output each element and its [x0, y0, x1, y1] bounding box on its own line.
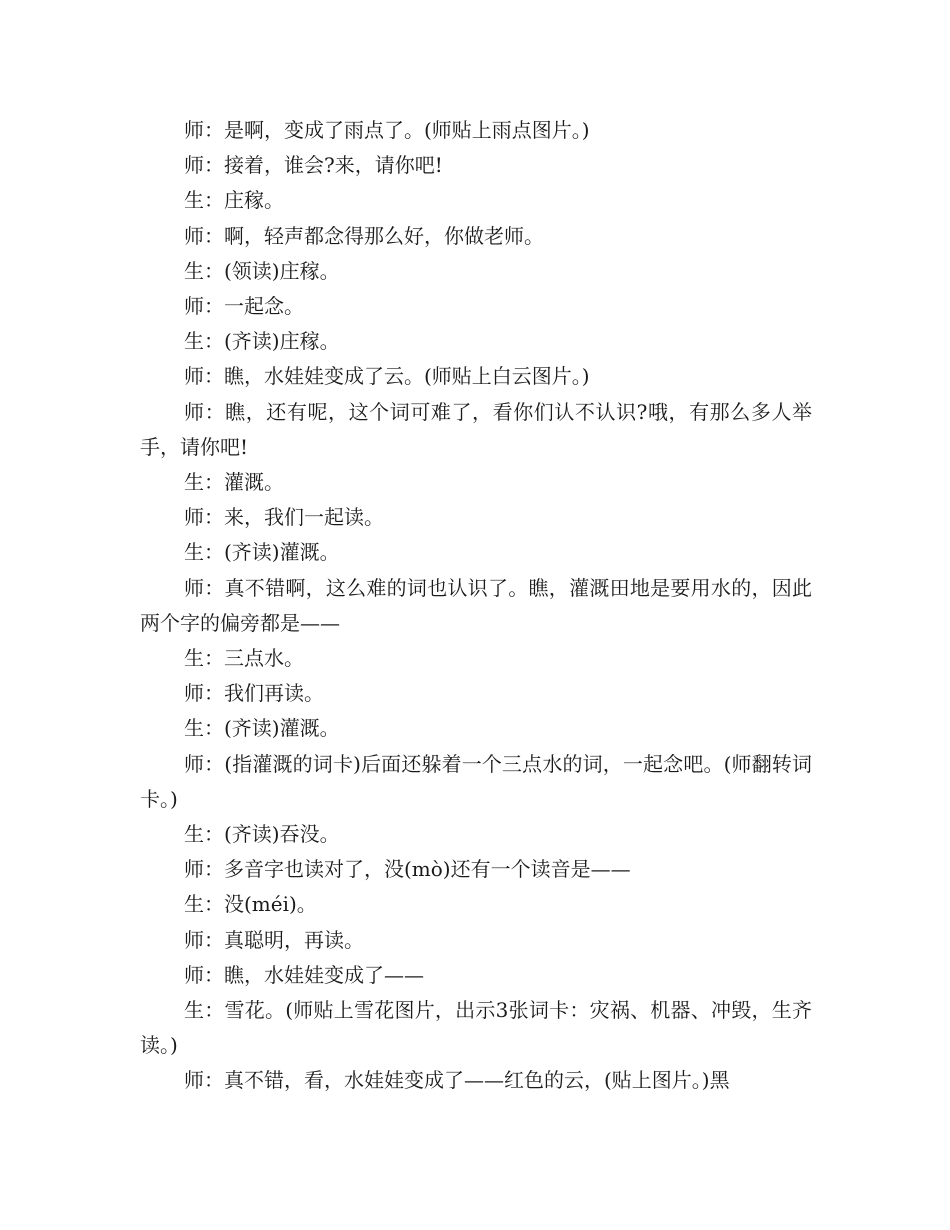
paragraph: 生：(齐读)灌溉。: [184, 540, 340, 565]
document-body: [140, 113, 812, 1099]
paragraph: 师：瞧，水娃娃变成了——: [184, 962, 424, 987]
paragraph: 师：一起念。: [184, 294, 304, 319]
paragraph: 生：没(méi)。: [184, 892, 317, 917]
paragraph: 师：多音字也读对了，没(mò)还有一个读音是——: [184, 857, 631, 882]
paragraph: 师：真不错啊，这么难的词也认识了。瞧，灌溉田地是要用水的，因此两个字的偏旁都是——: [140, 575, 812, 635]
paragraph: 生：灌溉。: [184, 470, 284, 495]
paragraph: 师：瞧，还有呢，这个词可难了，看你们认不认识?哦，有那么多人举手，请你吧!: [140, 399, 812, 459]
paragraph: 师：瞧，水娃娃变成了云。(师贴上白云图片。): [184, 364, 590, 389]
paragraph: 生：庄稼。: [184, 188, 284, 213]
paragraph: 生：(齐读)灌溉。: [184, 716, 340, 741]
paragraph: 生：三点水。: [184, 646, 304, 671]
paragraph: 师：接着，谁会?来，请你吧!: [184, 153, 443, 178]
paragraph: 师：(指灌溉的词卡)后面还躲着一个三点水的词，一起念吧。(师翻转词卡。): [140, 751, 812, 811]
paragraph: 师：啊，轻声都念得那么好，你做老师。: [184, 223, 544, 248]
paragraph: 生：雪花。(师贴上雪花图片，出示3张词卡：灾祸、机器、冲毁，生齐读。): [140, 998, 812, 1058]
paragraph: 师：真聪明，再读。: [184, 927, 364, 952]
paragraph: 生：(齐读)庄稼。: [184, 329, 340, 354]
paragraph: 师：是啊，变成了雨点了。(师贴上雨点图片。): [184, 118, 590, 142]
paragraph: 生：(齐读)吞没。: [184, 822, 340, 847]
paragraph: 师：来，我们一起读。: [184, 505, 384, 530]
paragraph: 师：真不错，看，水娃娃变成了——红色的云，(贴上图片。)黑: [184, 1068, 730, 1093]
paragraph: 生：(领读)庄稼。: [184, 258, 340, 283]
paragraph: 师：我们再读。: [184, 681, 324, 706]
